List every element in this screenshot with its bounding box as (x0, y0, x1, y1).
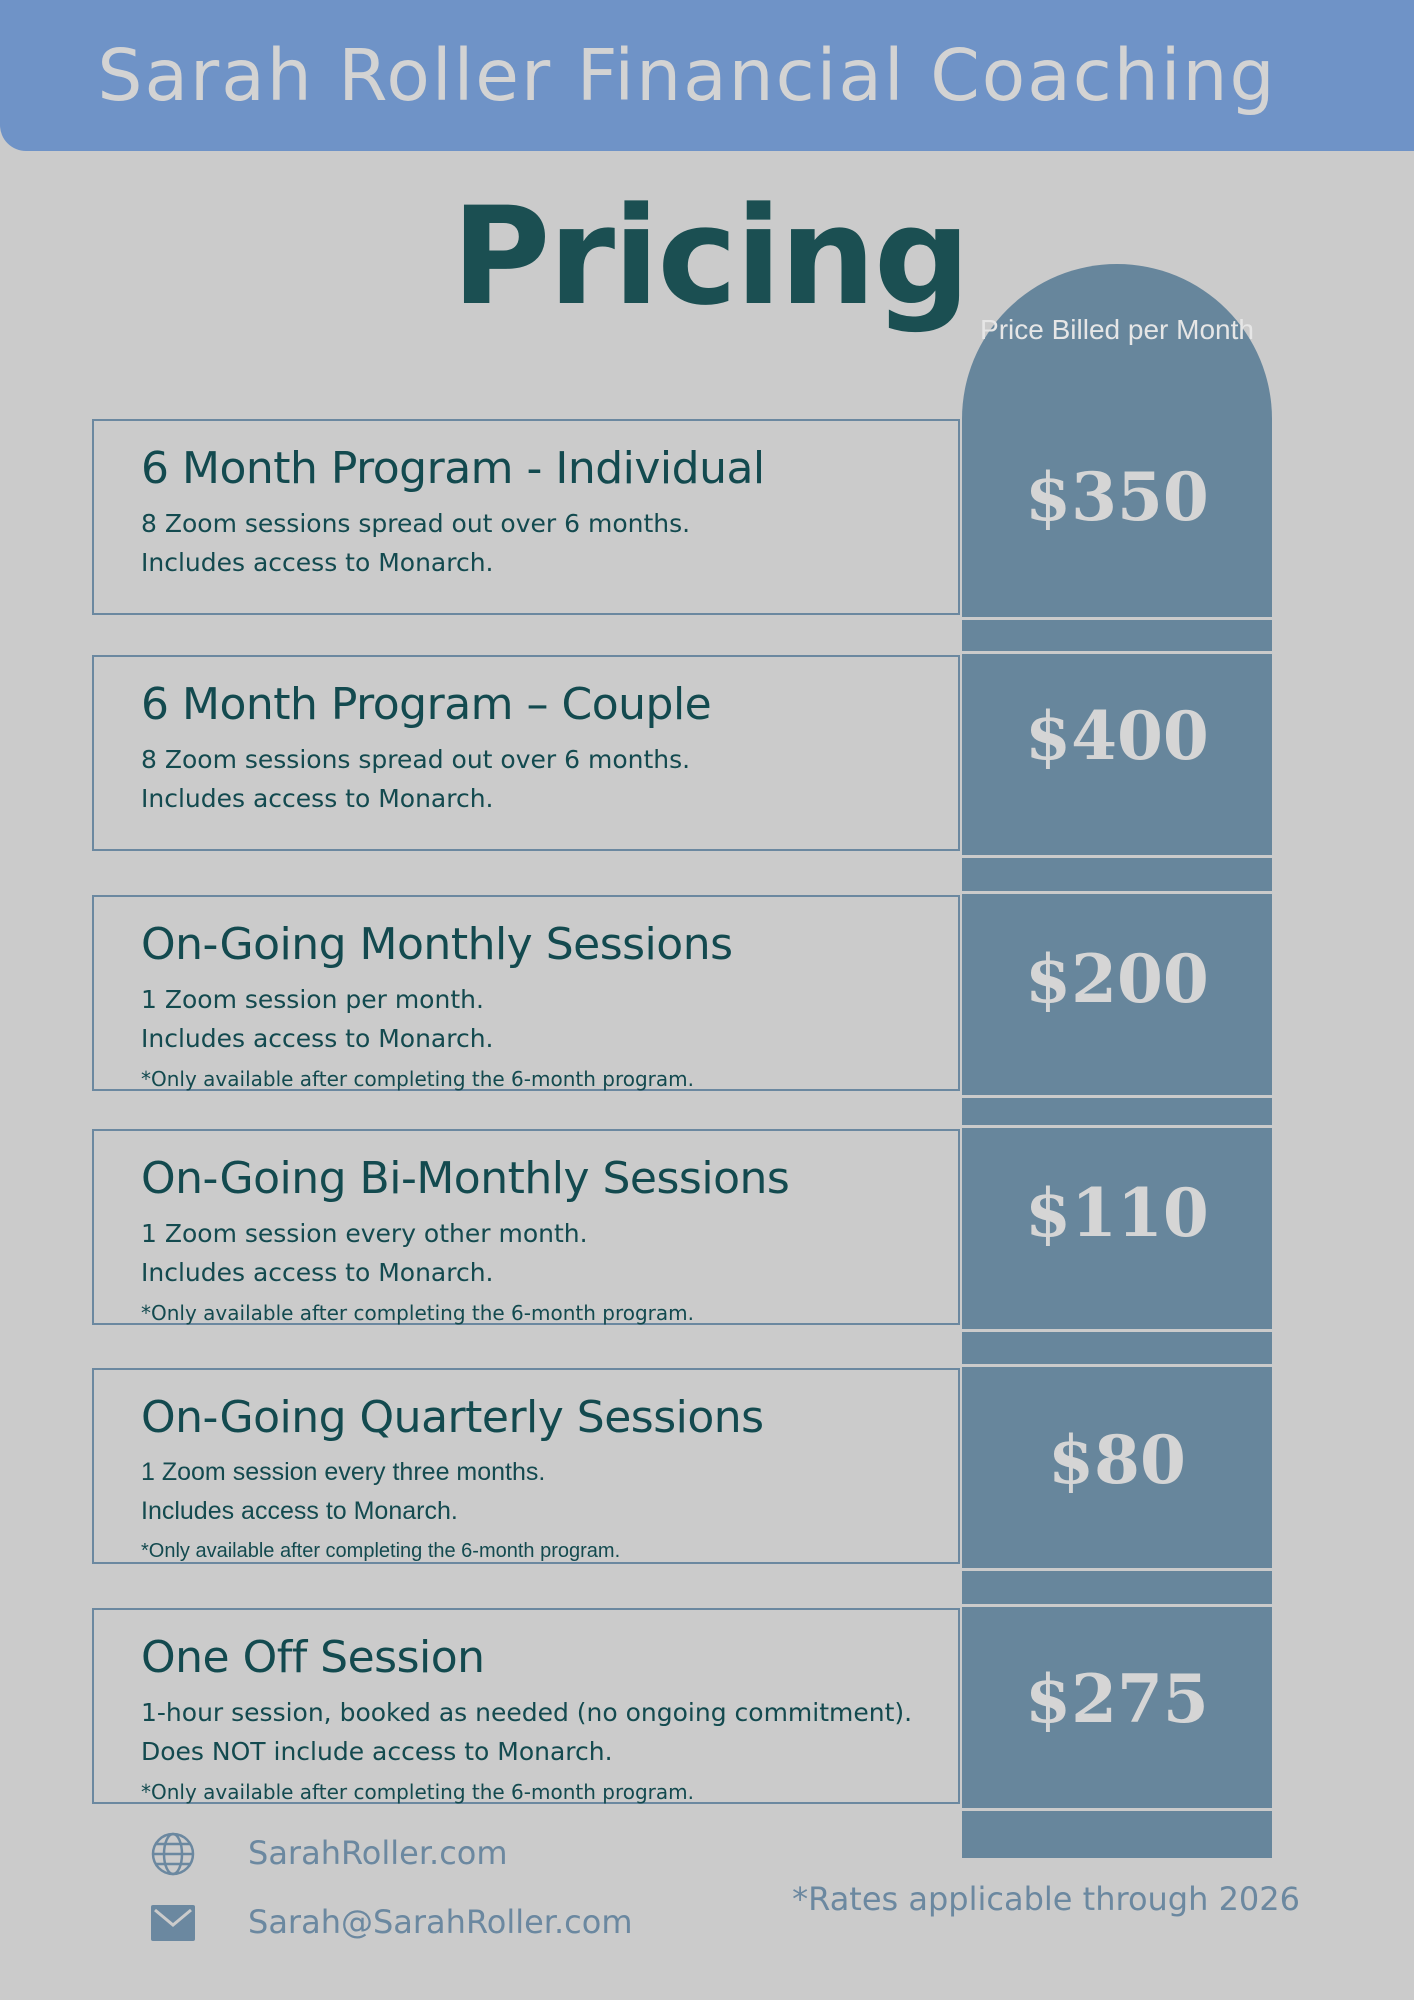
plan-name: One Off Session (141, 1632, 485, 1683)
divider (962, 651, 1272, 654)
plan-row (92, 655, 960, 851)
divider (962, 1329, 1272, 1332)
envelope-icon (150, 1900, 196, 1946)
divider (962, 855, 1272, 858)
plan-description: Does NOT include access to Monarch. (141, 1737, 613, 1766)
plan-price: $80 (1048, 1421, 1186, 1499)
plan-row (92, 419, 960, 615)
page-title: Pricing (451, 178, 969, 335)
plan-description: Includes access to Monarch. (141, 548, 494, 577)
plan-note: *Only available after completing the 6-month program. (141, 1780, 694, 1804)
plan-name: 6 Month Program – Couple (141, 679, 712, 730)
plan-price: $110 (1025, 1174, 1209, 1252)
plan-row (92, 1608, 960, 1804)
plan-description: 1 Zoom session per month. (141, 985, 484, 1014)
divider (962, 1364, 1272, 1367)
plan-description: Includes access to Monarch. (141, 1497, 458, 1525)
plan-row (92, 1368, 960, 1564)
divider (962, 1808, 1272, 1811)
divider (962, 1604, 1272, 1607)
email-link[interactable]: Sarah@SarahRoller.com (248, 1903, 633, 1941)
plan-description: 8 Zoom sessions spread out over 6 months. (141, 509, 691, 538)
plan-note: *Only available after completing the 6-month program. (141, 1540, 621, 1562)
plan-name: On-Going Quarterly Sessions (141, 1392, 764, 1443)
divider (962, 617, 1272, 620)
plan-description: 8 Zoom sessions spread out over 6 months. (141, 745, 691, 774)
plan-price: $350 (1025, 458, 1209, 536)
plan-price: $275 (1025, 1660, 1209, 1738)
price-column-heading: Price Billed per Month (980, 314, 1254, 345)
divider (962, 891, 1272, 894)
header-banner (0, 0, 1414, 151)
rates-footnote: *Rates applicable through 2026 (792, 1880, 1300, 1918)
plan-description: 1 Zoom session every other month. (141, 1219, 588, 1248)
globe-icon (150, 1831, 196, 1877)
plan-note: *Only available after completing the 6-month program. (141, 1301, 694, 1325)
divider (962, 1125, 1272, 1128)
plan-description: Includes access to Monarch. (141, 1258, 494, 1287)
plan-row (92, 895, 960, 1091)
plan-description: 1 Zoom session every three months. (141, 1458, 546, 1486)
plan-description: Includes access to Monarch. (141, 1024, 494, 1053)
brand-title: Sarah Roller Financial Coaching (97, 34, 1277, 117)
plan-description: 1-hour session, booked as needed (no ongoing commitment). (141, 1698, 913, 1727)
divider (962, 1095, 1272, 1098)
plan-description: Includes access to Monarch. (141, 784, 494, 813)
plan-price: $400 (1025, 697, 1209, 775)
plan-row (92, 1129, 960, 1325)
plan-name: 6 Month Program - Individual (141, 443, 765, 494)
plan-price: $200 (1025, 940, 1209, 1018)
divider (962, 1568, 1272, 1571)
plan-name: On-Going Monthly Sessions (141, 919, 733, 970)
plan-name: On-Going Bi-Monthly Sessions (141, 1153, 790, 1204)
website-link[interactable]: SarahRoller.com (248, 1834, 508, 1872)
plan-note: *Only available after completing the 6-month program. (141, 1067, 694, 1091)
